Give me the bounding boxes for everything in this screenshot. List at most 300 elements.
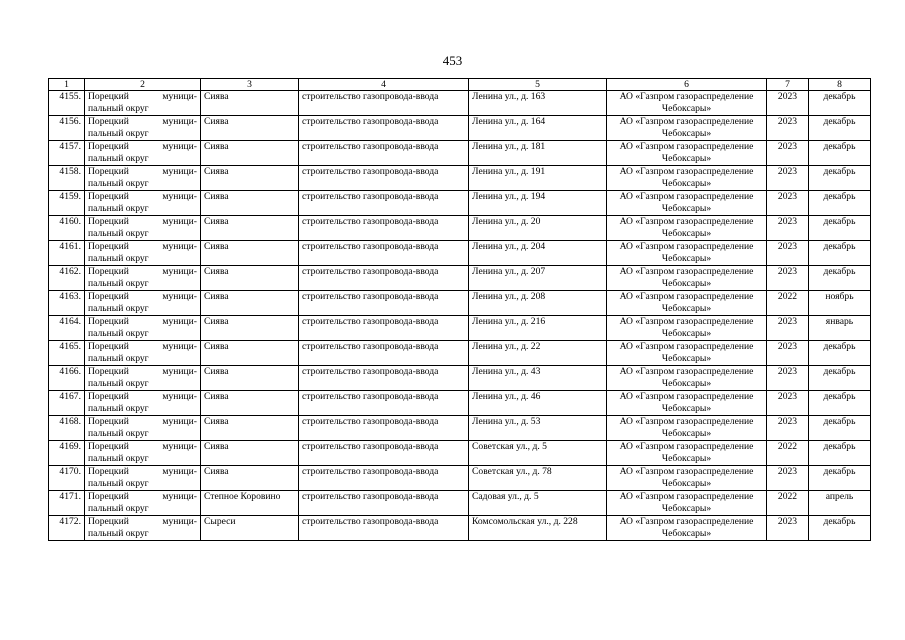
settlement-cell <box>201 441 299 466</box>
year-cell <box>767 366 809 391</box>
district-name: Порецкий <box>88 141 129 152</box>
district-type-part1: муници- <box>162 466 197 477</box>
row-number-text: 4162. <box>59 266 81 277</box>
district-type-part2: пальный округ <box>88 478 149 489</box>
year-text: 2023 <box>777 266 798 277</box>
owner-line1: АО «Газпром газораспределение <box>619 166 754 177</box>
district-line1 <box>88 191 197 203</box>
district-type-part2: пальный округ <box>88 403 149 414</box>
owner-cell <box>607 191 767 216</box>
district-type-part2: пальный округ <box>88 503 149 514</box>
month-cell <box>809 341 871 366</box>
work-text: строительство газопровода-ввода <box>302 216 439 227</box>
row-number <box>49 516 85 541</box>
work-cell <box>299 141 469 166</box>
month-cell <box>809 416 871 441</box>
address-text: Ленина ул., д. 216 <box>472 316 546 327</box>
year-cell <box>767 341 809 366</box>
month-cell <box>809 191 871 216</box>
work-cell <box>299 216 469 241</box>
work-cell <box>299 516 469 541</box>
address-cell <box>469 366 607 391</box>
district-type-part1: муници- <box>162 416 197 427</box>
year-text: 2023 <box>777 366 798 377</box>
row-number <box>49 141 85 166</box>
work-text: строительство газопровода-ввода <box>302 316 439 327</box>
year-text: 2023 <box>777 141 798 152</box>
row-number <box>49 191 85 216</box>
settlement-text: Сиява <box>204 116 229 127</box>
work-cell <box>299 341 469 366</box>
address-cell <box>469 516 607 541</box>
month-text: декабрь <box>823 341 856 352</box>
work-cell <box>299 266 469 291</box>
owner-line1: АО «Газпром газораспределение <box>619 116 754 127</box>
month-cell <box>809 216 871 241</box>
settlement-cell <box>201 416 299 441</box>
address-text: Советская ул., д. 78 <box>472 466 552 477</box>
row-number-text: 4171. <box>59 491 81 502</box>
district-cell <box>85 116 201 141</box>
settlement-text: Сиява <box>204 416 229 427</box>
district-name: Порецкий <box>88 316 129 327</box>
district-name: Порецкий <box>88 366 129 377</box>
table-row <box>49 141 871 166</box>
owner-line2: Чебоксары» <box>661 403 712 414</box>
work-cell <box>299 291 469 316</box>
year-cell <box>767 216 809 241</box>
year-text: 2023 <box>777 391 798 402</box>
year-cell <box>767 491 809 516</box>
month-cell <box>809 516 871 541</box>
district-type-part2: пальный округ <box>88 253 149 264</box>
address-text: Ленина ул., д. 208 <box>472 291 546 302</box>
district-name: Порецкий <box>88 516 129 527</box>
owner-line2: Чебоксары» <box>661 128 712 139</box>
year-text: 2023 <box>777 341 798 352</box>
district-cell <box>85 141 201 166</box>
month-text: ноябрь <box>825 291 854 302</box>
address-text: Садовая ул., д. 5 <box>472 491 539 502</box>
address-text: Ленина ул., д. 43 <box>472 366 541 377</box>
row-number <box>49 291 85 316</box>
owner-line1: АО «Газпром газораспределение <box>619 91 754 102</box>
year-text: 2023 <box>777 216 798 227</box>
address-cell <box>469 266 607 291</box>
row-number-text: 4159. <box>59 191 81 202</box>
row-number-text: 4157. <box>59 141 81 152</box>
table-header <box>49 79 871 91</box>
month-text: декабрь <box>823 116 856 127</box>
district-type-part1: муници- <box>162 266 197 277</box>
settlement-cell <box>201 241 299 266</box>
table-row <box>49 416 871 441</box>
row-number <box>49 416 85 441</box>
row-number-text: 4158. <box>59 166 81 177</box>
table-body <box>49 91 871 541</box>
year-text: 2023 <box>777 91 798 102</box>
month-text: декабрь <box>823 191 856 202</box>
address-text: Ленина ул., д. 164 <box>472 116 546 127</box>
owner-line2: Чебоксары» <box>661 228 712 239</box>
district-cell <box>85 441 201 466</box>
district-line1 <box>88 416 197 428</box>
settlement-cell <box>201 366 299 391</box>
table-row <box>49 466 871 491</box>
col-header-8: 8 <box>809 79 871 91</box>
row-number-text: 4167. <box>59 391 81 402</box>
settlement-cell <box>201 316 299 341</box>
district-name: Порецкий <box>88 441 129 452</box>
settlement-cell <box>201 216 299 241</box>
address-cell <box>469 216 607 241</box>
settlement-cell <box>201 166 299 191</box>
district-type-part1: муници- <box>162 241 197 252</box>
year-cell <box>767 516 809 541</box>
work-text: строительство газопровода-ввода <box>302 416 439 427</box>
row-number <box>49 491 85 516</box>
owner-line1: АО «Газпром газораспределение <box>619 141 754 152</box>
work-cell <box>299 466 469 491</box>
gas-pipeline-table <box>48 78 871 541</box>
col-header-1: 1 <box>49 79 85 91</box>
month-cell <box>809 166 871 191</box>
owner-line2: Чебоксары» <box>661 378 712 389</box>
page-number: 453 <box>442 53 463 68</box>
address-cell <box>469 91 607 116</box>
table-row <box>49 116 871 141</box>
district-type-part1: муници- <box>162 341 197 352</box>
work-text: строительство газопровода-ввода <box>302 116 439 127</box>
district-type-part1: муници- <box>162 166 197 177</box>
district-line1 <box>88 516 197 528</box>
district-type-part2: пальный округ <box>88 278 149 289</box>
table-row <box>49 341 871 366</box>
owner-cell <box>607 91 767 116</box>
owner-line2: Чебоксары» <box>661 303 712 314</box>
work-text: строительство газопровода-ввода <box>302 466 439 477</box>
owner-line2: Чебоксары» <box>661 153 712 164</box>
district-line1 <box>88 491 197 503</box>
district-line1 <box>88 366 197 378</box>
settlement-text: Сиява <box>204 441 229 452</box>
table-row <box>49 491 871 516</box>
district-line1 <box>88 241 197 253</box>
year-cell <box>767 91 809 116</box>
address-text: Ленина ул., д. 194 <box>472 191 546 202</box>
table-row <box>49 91 871 116</box>
year-text: 2023 <box>777 241 798 252</box>
table-row <box>49 291 871 316</box>
district-line1 <box>88 291 197 303</box>
owner-line1: АО «Газпром газораспределение <box>619 241 754 252</box>
work-text: строительство газопровода-ввода <box>302 291 439 302</box>
settlement-text: Сиява <box>204 166 229 177</box>
work-text: строительство газопровода-ввода <box>302 516 439 527</box>
district-type-part1: муници- <box>162 141 197 152</box>
year-cell <box>767 466 809 491</box>
owner-line1: АО «Газпром газораспределение <box>619 366 754 377</box>
district-type-part1: муници- <box>162 316 197 327</box>
row-number-text: 4172. <box>59 516 81 527</box>
address-cell <box>469 291 607 316</box>
year-cell <box>767 441 809 466</box>
month-cell <box>809 391 871 416</box>
col-header-5: 5 <box>469 79 607 91</box>
district-type-part2: пальный округ <box>88 453 149 464</box>
owner-cell <box>607 216 767 241</box>
month-text: январь <box>825 316 854 327</box>
owner-cell <box>607 516 767 541</box>
owner-cell <box>607 166 767 191</box>
table-row <box>49 366 871 391</box>
work-text: строительство газопровода-ввода <box>302 366 439 377</box>
district-line1 <box>88 266 197 278</box>
district-cell <box>85 341 201 366</box>
owner-cell <box>607 141 767 166</box>
year-cell <box>767 391 809 416</box>
owner-cell <box>607 416 767 441</box>
month-cell <box>809 141 871 166</box>
district-type-part1: муници- <box>162 116 197 127</box>
district-name: Порецкий <box>88 166 129 177</box>
address-cell <box>469 141 607 166</box>
owner-cell <box>607 316 767 341</box>
table-row <box>49 166 871 191</box>
address-cell <box>469 441 607 466</box>
district-type-part2: пальный округ <box>88 203 149 214</box>
district-line1 <box>88 391 197 403</box>
month-text: декабрь <box>823 416 856 427</box>
owner-line2: Чебоксары» <box>661 353 712 364</box>
district-name: Порецкий <box>88 341 129 352</box>
row-number-text: 4155. <box>59 91 81 102</box>
col-header-4: 4 <box>299 79 469 91</box>
owner-cell <box>607 341 767 366</box>
year-cell <box>767 116 809 141</box>
district-name: Порецкий <box>88 266 129 277</box>
table-row <box>49 316 871 341</box>
col-header-2: 2 <box>85 79 201 91</box>
address-text: Советская ул., д. 5 <box>472 441 547 452</box>
year-text: 2022 <box>777 291 798 302</box>
district-type-part2: пальный округ <box>88 103 149 114</box>
month-cell <box>809 266 871 291</box>
row-number <box>49 216 85 241</box>
address-cell <box>469 166 607 191</box>
owner-line1: АО «Газпром газораспределение <box>619 291 754 302</box>
work-text: строительство газопровода-ввода <box>302 191 439 202</box>
year-cell <box>767 266 809 291</box>
header-row <box>49 79 871 91</box>
table-row <box>49 266 871 291</box>
owner-cell <box>607 491 767 516</box>
district-cell <box>85 241 201 266</box>
settlement-cell <box>201 91 299 116</box>
col-header-6: 6 <box>607 79 767 91</box>
district-cell <box>85 166 201 191</box>
month-cell <box>809 491 871 516</box>
district-cell <box>85 366 201 391</box>
owner-cell <box>607 466 767 491</box>
district-type-part1: муници- <box>162 391 197 402</box>
district-type-part2: пальный округ <box>88 378 149 389</box>
district-name: Порецкий <box>88 216 129 227</box>
settlement-cell <box>201 391 299 416</box>
row-number <box>49 391 85 416</box>
owner-line1: АО «Газпром газораспределение <box>619 341 754 352</box>
district-line1 <box>88 141 197 153</box>
row-number-text: 4169. <box>59 441 81 452</box>
district-cell <box>85 491 201 516</box>
month-text: декабрь <box>823 366 856 377</box>
row-number <box>49 316 85 341</box>
month-text: апрель <box>825 491 854 502</box>
district-name: Порецкий <box>88 91 129 102</box>
work-text: строительство газопровода-ввода <box>302 91 439 102</box>
address-text: Ленина ул., д. 20 <box>472 216 541 227</box>
work-cell <box>299 241 469 266</box>
address-cell <box>469 191 607 216</box>
address-cell <box>469 491 607 516</box>
district-name: Порецкий <box>88 416 129 427</box>
district-cell <box>85 516 201 541</box>
owner-line2: Чебоксары» <box>661 203 712 214</box>
owner-line1: АО «Газпром газораспределение <box>619 191 754 202</box>
district-cell <box>85 416 201 441</box>
owner-line1: АО «Газпром газораспределение <box>619 491 754 502</box>
row-number-text: 4166. <box>59 366 81 377</box>
month-text: декабрь <box>823 266 856 277</box>
district-line1 <box>88 216 197 228</box>
settlement-text: Сиява <box>204 216 229 227</box>
row-number <box>49 341 85 366</box>
address-text: Ленина ул., д. 191 <box>472 166 546 177</box>
table-row <box>49 216 871 241</box>
owner-line1: АО «Газпром газораспределение <box>619 416 754 427</box>
work-cell <box>299 166 469 191</box>
district-type-part1: муници- <box>162 191 197 202</box>
address-cell <box>469 466 607 491</box>
settlement-cell <box>201 116 299 141</box>
district-line1 <box>88 466 197 478</box>
district-type-part1: муници- <box>162 441 197 452</box>
owner-cell <box>607 266 767 291</box>
work-text: строительство газопровода-ввода <box>302 241 439 252</box>
month-text: декабрь <box>823 166 856 177</box>
district-cell <box>85 91 201 116</box>
district-type-part2: пальный округ <box>88 428 149 439</box>
district-name: Порецкий <box>88 116 129 127</box>
address-cell <box>469 341 607 366</box>
col-header-3: 3 <box>201 79 299 91</box>
row-number <box>49 366 85 391</box>
month-cell <box>809 241 871 266</box>
district-type-part2: пальный округ <box>88 178 149 189</box>
month-cell <box>809 441 871 466</box>
address-text: Ленина ул., д. 46 <box>472 391 541 402</box>
district-type-part2: пальный округ <box>88 353 149 364</box>
work-cell <box>299 391 469 416</box>
address-cell <box>469 316 607 341</box>
month-text: декабрь <box>823 141 856 152</box>
month-cell <box>809 316 871 341</box>
settlement-text: Сиява <box>204 191 229 202</box>
settlement-cell <box>201 341 299 366</box>
address-cell <box>469 416 607 441</box>
owner-cell <box>607 441 767 466</box>
work-cell <box>299 491 469 516</box>
district-type-part1: муници- <box>162 91 197 102</box>
owner-line2: Чебоксары» <box>661 328 712 339</box>
table-row <box>49 191 871 216</box>
col-header-7: 7 <box>767 79 809 91</box>
settlement-text: Сиява <box>204 141 229 152</box>
year-cell <box>767 291 809 316</box>
settlement-cell <box>201 466 299 491</box>
district-type-part2: пальный округ <box>88 128 149 139</box>
work-cell <box>299 441 469 466</box>
year-cell <box>767 316 809 341</box>
district-line1 <box>88 316 197 328</box>
address-cell <box>469 241 607 266</box>
settlement-text: Сиява <box>204 366 229 377</box>
work-cell <box>299 316 469 341</box>
district-cell <box>85 391 201 416</box>
year-cell <box>767 166 809 191</box>
row-number <box>49 441 85 466</box>
settlement-cell <box>201 266 299 291</box>
district-name: Порецкий <box>88 241 129 252</box>
owner-line1: АО «Газпром газораспределение <box>619 216 754 227</box>
table-row <box>49 241 871 266</box>
owner-line2: Чебоксары» <box>661 503 712 514</box>
work-text: строительство газопровода-ввода <box>302 341 439 352</box>
address-cell <box>469 116 607 141</box>
settlement-text: Сиява <box>204 341 229 352</box>
district-type-part2: пальный округ <box>88 328 149 339</box>
year-text: 2023 <box>777 416 798 427</box>
address-text: Ленина ул., д. 181 <box>472 141 546 152</box>
settlement-text: Сиява <box>204 466 229 477</box>
district-type-part2: пальный округ <box>88 528 149 539</box>
owner-line1: АО «Газпром газораспределение <box>619 441 754 452</box>
month-text: декабрь <box>823 241 856 252</box>
settlement-cell <box>201 191 299 216</box>
month-cell <box>809 366 871 391</box>
work-cell <box>299 91 469 116</box>
settlement-text: Степное Коровино <box>204 491 281 502</box>
settlement-text: Сиява <box>204 316 229 327</box>
work-cell <box>299 416 469 441</box>
district-name: Порецкий <box>88 391 129 402</box>
month-text: декабрь <box>823 391 856 402</box>
district-line1 <box>88 341 197 353</box>
owner-line2: Чебоксары» <box>661 278 712 289</box>
row-number-text: 4160. <box>59 216 81 227</box>
district-name: Порецкий <box>88 191 129 202</box>
owner-cell <box>607 391 767 416</box>
year-cell <box>767 241 809 266</box>
district-type-part2: пальный округ <box>88 228 149 239</box>
year-text: 2023 <box>777 316 798 327</box>
district-type-part2: пальный округ <box>88 303 149 314</box>
work-cell <box>299 366 469 391</box>
district-name: Порецкий <box>88 291 129 302</box>
address-cell <box>469 391 607 416</box>
settlement-text: Сиява <box>204 291 229 302</box>
district-cell <box>85 216 201 241</box>
